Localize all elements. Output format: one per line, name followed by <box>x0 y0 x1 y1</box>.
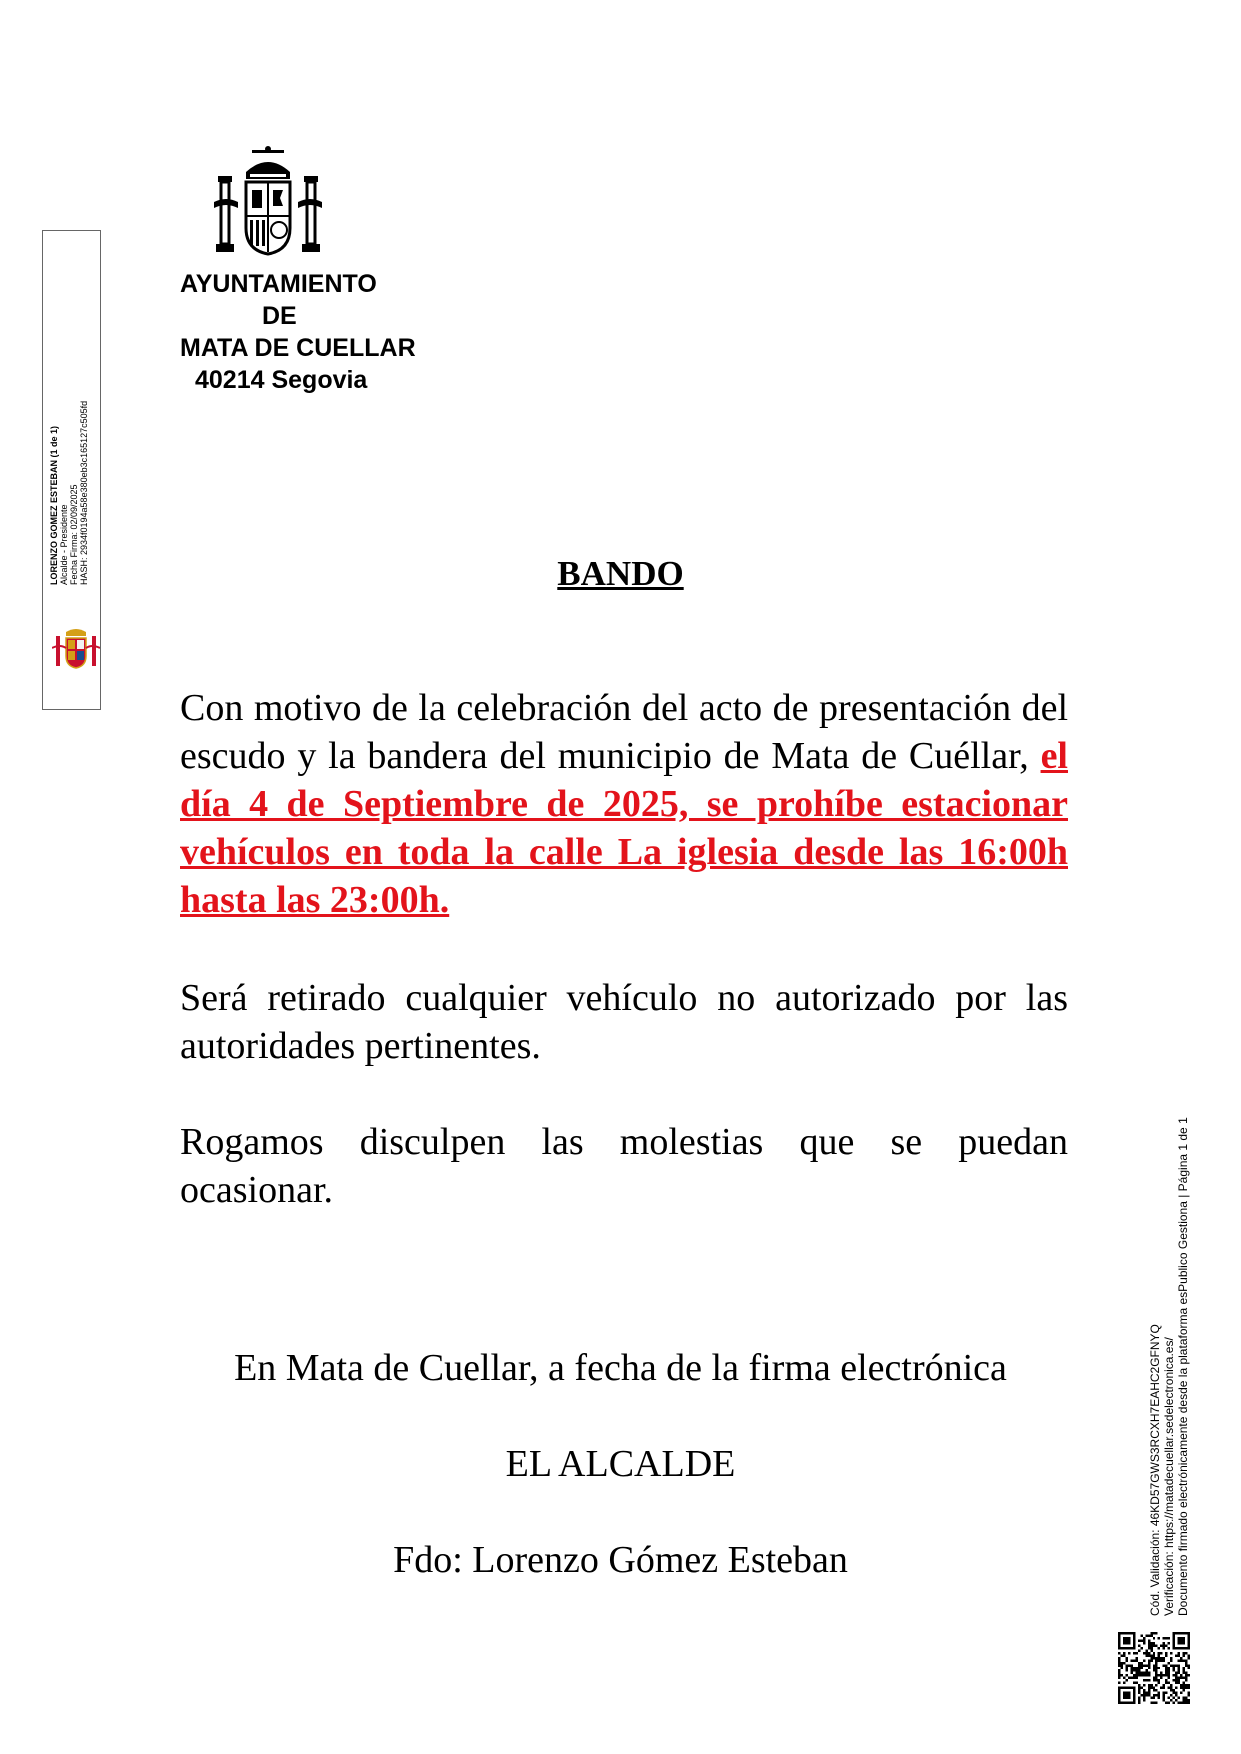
document-title: BANDO <box>557 554 684 593</box>
verification-url: Verificación: https://matadecuellar.sedelectronica.es/ <box>1162 1337 1176 1616</box>
signer-role: Alcalde - Presidente <box>59 504 69 585</box>
header-town-name: MATA DE CUELLAR <box>180 334 416 362</box>
header-de-line: DE <box>262 302 297 330</box>
validation-stamp-text <box>1148 1117 1190 1616</box>
parking-prohibition-highlight: el día 4 de Septiembre de 2025, se prohíbe estacionar vehículos en toda la calle La iglesia desde las 16:00h hasta las 23:00h. <box>180 735 1068 921</box>
signature-date: Fecha Firma: 02/09/2025 <box>69 484 79 585</box>
announcement-paragraph <box>180 684 1068 924</box>
towing-notice-paragraph: Será retirado cualquier vehículo no autorizado por las autoridades pertinentes. <box>180 977 1068 1067</box>
platform-footer: Documento firmado electrónicamente desde la plataforma esPublico Gestiona | Página 1 de 1 <box>1176 1117 1190 1616</box>
qr-code-icon <box>1118 1632 1190 1704</box>
signature-hash: HASH: 2934f0194a58e380eb3c165127c505fd <box>79 400 89 585</box>
apology-paragraph: Rogamos disculpen las molestias que se puedan ocasionar. <box>180 1121 1068 1211</box>
announcement-intro: Con motivo de la celebración del acto de presentación del escudo y la bandera del municipio de Mata de Cuéllar, <box>180 687 1068 777</box>
spain-coat-of-arms-icon <box>212 146 324 262</box>
header-postal-address: 40214 Segovia <box>195 366 368 394</box>
signed-by-line: Fdo: Lorenzo Gómez Esteban <box>393 1539 848 1581</box>
signer-title: EL ALCALDE <box>505 1443 736 1485</box>
signer-name: LORENZO GOMEZ ESTEBAN (1 de 1) <box>49 425 59 585</box>
place-date-line: En Mata de Cuellar, a fecha de la firma electrónica <box>234 1347 1007 1389</box>
header-municipality-line: AYUNTAMIENTO <box>180 270 377 298</box>
stamp-coat-of-arms-icon <box>52 628 100 672</box>
validation-code: Cód. Validación: 46KD57GWS3RCXH7EAHC2GFNYQ <box>1148 1324 1162 1616</box>
